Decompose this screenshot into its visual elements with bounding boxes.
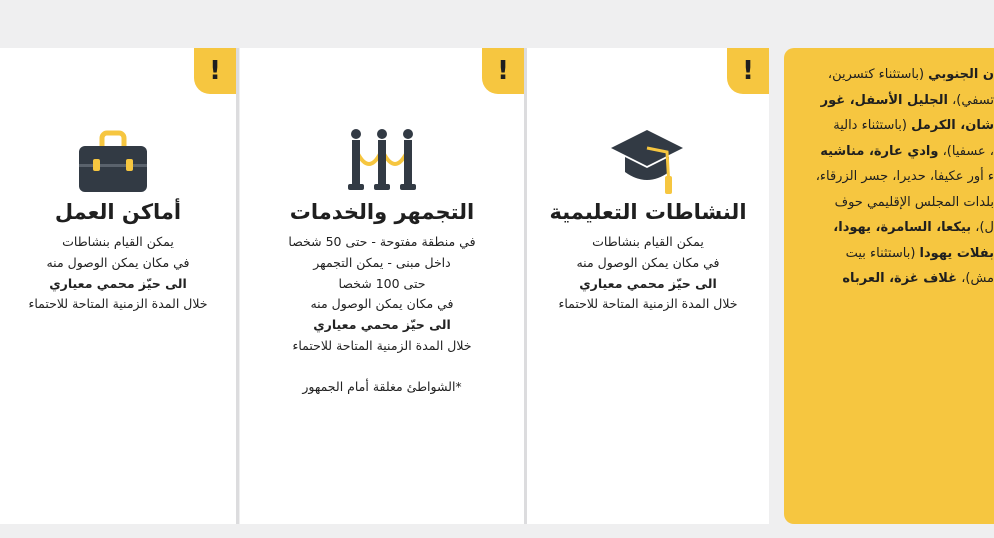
region-name: الجليل الأسفل، غور [820, 92, 948, 108]
region-note: ل)، [971, 220, 994, 235]
description-line: يمكن القيام بنشاطات [62, 234, 174, 249]
region-note: بلدات المجلس الإقليمي حوف [834, 194, 994, 210]
regions-card [784, 48, 994, 524]
region-name: غلاف غزة، العرباه [842, 271, 958, 286]
region-note: ، عسفيا)، [938, 143, 994, 159]
card-description [527, 232, 769, 315]
regions-line [774, 62, 994, 88]
regions-line [774, 113, 994, 139]
regions-line [774, 266, 994, 292]
region-note: تسفي)، [947, 92, 994, 108]
region-note: مش)، [957, 271, 994, 286]
description-line: في مكان يمكن الوصول منه [576, 254, 720, 270]
regions-list [774, 62, 994, 292]
regions-line [774, 190, 994, 216]
description-line: يمكن القيام بنشاطات [592, 234, 704, 249]
card-workplaces [0, 48, 236, 524]
region-name: بفلات يهودا [919, 245, 994, 261]
briefcase-icon [78, 130, 148, 194]
alert-exclamation-icon: ! [194, 48, 236, 94]
description-bold-line: الى حيّز محمي معياري [313, 317, 451, 333]
card-description [0, 232, 236, 315]
regions-line [774, 88, 994, 114]
description-bold-line: الى حيّز محمي معياري [49, 275, 187, 291]
region-note: ء أور عكيفا، حديرا، جسر الزرقاء، [815, 169, 994, 184]
regions-line [774, 139, 994, 165]
description-line: في منطقة مفتوحة - حتى 50 شخصا [288, 234, 476, 249]
region-name: شان، الكرمل [911, 118, 994, 133]
card-education [527, 48, 769, 524]
graduation-cap-icon [609, 128, 685, 198]
description-bold-line: الى حيّز محمي معياري [579, 275, 717, 291]
region-name: وادي عارة، مناشيه [820, 143, 939, 159]
description-line: حتى 100 شخصا [338, 275, 426, 291]
regions-line [774, 215, 994, 241]
description-line: خلال المدة الزمنية المتاحة للاحتماء [28, 296, 208, 312]
description-line: داخل مبنى - يمكن التجمهر [313, 254, 451, 270]
card-title: أماكن العمل [54, 200, 182, 224]
card-gatherings [240, 48, 524, 524]
alert-exclamation-icon: ! [482, 48, 524, 94]
regions-line [774, 164, 994, 190]
card-description [240, 232, 524, 398]
region-name: ن الجنوبي [928, 67, 994, 82]
regions-line [774, 241, 994, 267]
beaches-note: *الشواطئ مغلقة أمام الجمهور [302, 378, 462, 394]
alert-exclamation-icon: ! [727, 48, 769, 94]
description-line: في مكان يمكن الوصول منه [46, 254, 190, 270]
region-note: (باستثناء كتسرين، [827, 67, 929, 82]
region-note: (باستثناء دالية [833, 118, 912, 133]
card-title: النشاطات التعليمية [549, 200, 747, 224]
region-name: بيكعا، السامرة، يهودا، [833, 220, 972, 235]
region-note: (باستثناء بيت [845, 245, 920, 261]
description-line: في مكان يمكن الوصول منه [310, 296, 454, 312]
card-divider [236, 48, 239, 524]
description-line: خلال المدة الزمنية المتاحة للاحتماء [292, 337, 472, 353]
description-line: خلال المدة الزمنية المتاحة للاحتماء [558, 296, 738, 312]
card-title: التجمهر والخدمات [289, 200, 475, 224]
stanchion-rope-icon [347, 128, 417, 196]
